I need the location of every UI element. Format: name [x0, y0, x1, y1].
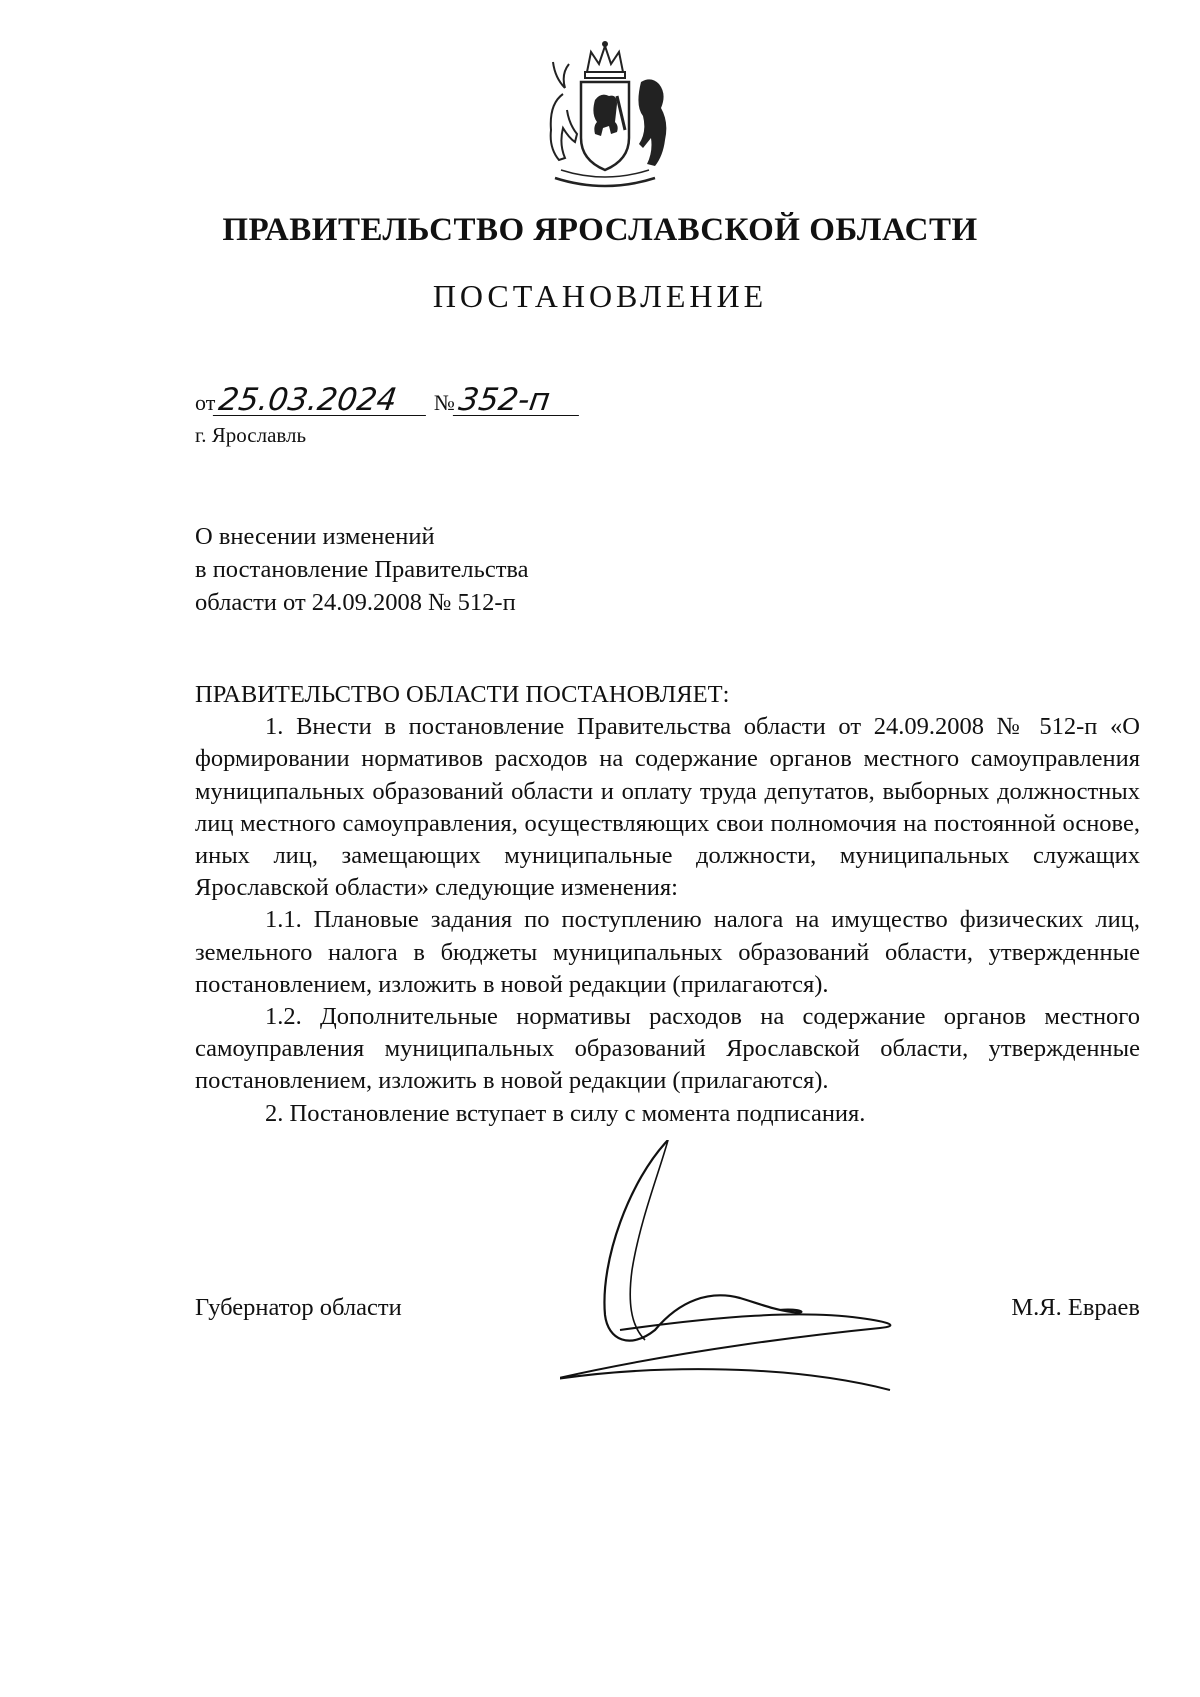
number-label: №: [433, 390, 455, 415]
paragraph: 1. Внести в постановление Правительства области от 24.09.2008 № 512-п «О формировании нормативов расходов на содержание органов местного самоуправления муниципальных образований области и оплату труда депутатов, выборных должностных лиц местного самоуправления, осуществляющих свои полномочия на постоянной основе, иных лиц, замещающих муниципальные должности, муниципальных служащих Ярославской области» следующие изменения:: [195, 713, 1140, 902]
date-label: от: [195, 390, 216, 415]
subject-line: О внесении изменений: [195, 523, 435, 550]
registration-line: [195, 382, 581, 418]
paragraph: 2. Постановление вступает в силу с момента подписания.: [265, 1099, 866, 1127]
city: г. Ярославль: [195, 423, 307, 447]
number-value: 352-п: [453, 385, 583, 416]
preamble: ПРАВИТЕЛЬСТВО ОБЛАСТИ ПОСТАНОВЛЯЕТ:: [195, 681, 730, 708]
subject-line: в постановление Правительства: [195, 556, 529, 583]
signatory-position: Губернатор области: [195, 1294, 402, 1321]
paragraph: 1.1. Плановые задания по поступлению налога на имущество физических лиц, земельного налога в бюджеты муниципальных образований области, утвержденные постановлением, изложить в новой редакции (прилагаются).: [195, 906, 1140, 998]
document-body: [195, 679, 1140, 1130]
document-type: ПОСТАНОВЛЕНИЕ: [432, 278, 768, 314]
signatory-name: М.Я. Евраев: [1011, 1294, 1140, 1321]
date-value: 25.03.2024: [213, 385, 430, 416]
handwritten-signature-icon: [560, 1140, 940, 1400]
subject-line: области от 24.09.2008 № 512-п: [195, 589, 516, 616]
organization-title: ПРАВИТЕЛЬСТВО ЯРОСЛАВСКОЙ ОБЛАСТИ: [222, 212, 978, 248]
document-subject: [195, 520, 529, 619]
paragraph: 1.2. Дополнительные нормативы расходов на содержание органов местного самоуправления муниципальных образований Ярославской области, утвержденные постановлением, изложить в новой редакции (прилагаются).: [195, 1003, 1140, 1095]
coat-of-arms-icon: [525, 38, 685, 198]
